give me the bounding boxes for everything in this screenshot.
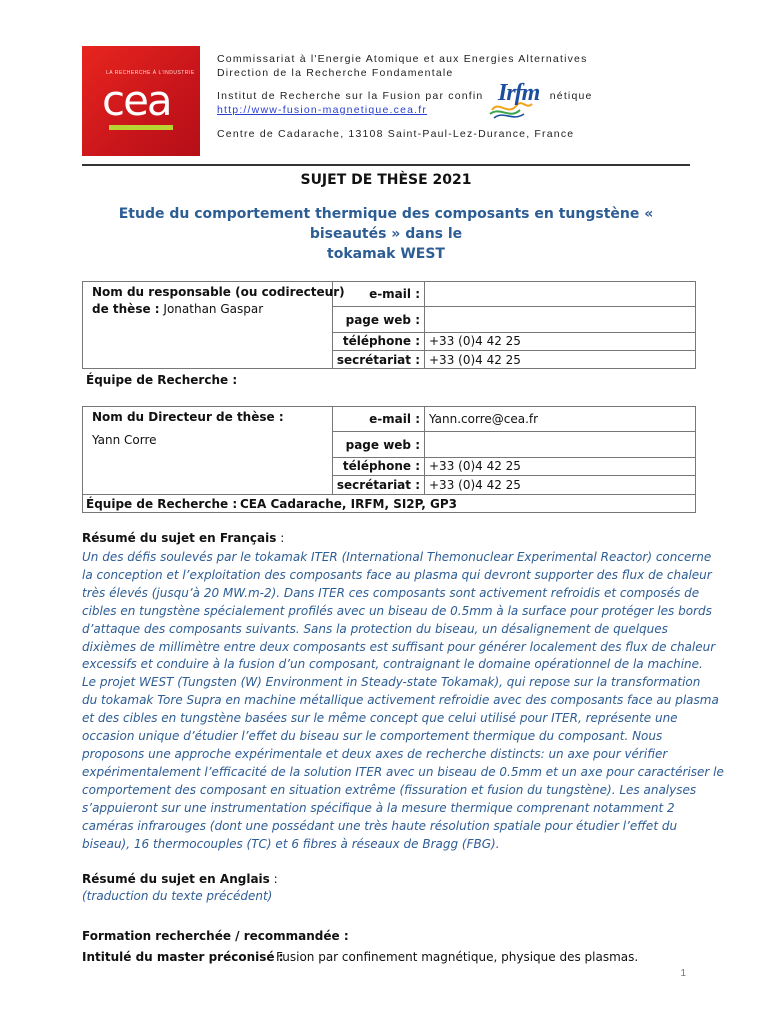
resume-fr-line: occasion unique d’étudier l’effet du biseau sur le comportement thermique du composant. Nous [82,729,663,744]
header-website-link[interactable]: http://www-fusion-magnetique.cea.fr [217,104,428,116]
header-line-direction: Direction de la Recherche Fondamentale [217,67,454,79]
responsable-phone-value: +33 (0)4 42 25 [429,334,521,348]
divider [332,350,696,351]
resume-fr-line: et des cibles en tungstène basées sur le même concept que celui utilisé pour ITER, représente une [82,711,678,726]
directeur-phone-label: téléphone : [342,459,420,473]
responsable-phone-label: téléphone : [342,334,420,348]
divider [332,306,696,307]
resume-fr-colon: : [276,531,285,545]
resume-en-label: Résumé du sujet en Anglais [82,872,270,886]
thesis-subject-title-line1: Etude du comportement thermique des composants en tungstène « biseautés » dans le [118,206,654,242]
responsable-label-cont: de thèse : [92,302,160,316]
resume-fr-line: caméras infrarouges (dont une possédant une très haute résolution spatiale pour étudier l’effet du [82,818,678,833]
master-value: Fusion par confinement magnétique, physique des plasmas. [276,950,639,964]
resume-en-heading [82,872,278,886]
resume-fr-line: dixièmes de millimètre entre deux composants est suffisant pour générer localement des flux de chaleur [82,639,716,654]
responsable-web-label: page web : [345,313,420,327]
responsable-label: Nom du responsable (ou codirecteur) [92,285,345,299]
resume-en-colon: : [269,872,278,886]
header-divider [82,164,690,166]
directeur-email-label: e-mail : [369,412,420,426]
resume-fr-line: biseau), 16 thermocouples (TC) et 6 fibres à réseaux de Bragg (FBG). [82,836,500,851]
header-institut-part1: Institut de Recherche sur la Fusion par confin [217,90,484,102]
document-title: SUJET DE THÈSE 2021 [300,172,472,188]
thesis-subject-title-line2: tokamak WEST [327,246,445,262]
directeur-web-label: page web : [345,438,420,452]
resume-fr-heading [82,531,284,545]
resume-fr-line: d’attaque des composants suivants. Sans la protection du biseau, un désalignement de quelques [82,621,668,636]
directeur-secretariat-label: secrétariat : [336,478,420,492]
directeur-phone-value: +33 (0)4 42 25 [429,459,521,473]
responsable-secretariat-value: +33 (0)4 42 25 [429,353,521,367]
divider [332,406,333,494]
irfm-logo [486,80,556,120]
resume-fr-label: Résumé du sujet en Français [82,531,277,545]
logo-wordmark: cea [102,76,171,125]
resume-fr-text [82,549,724,853]
header-address: Centre de Cadarache, 13108 Saint-Paul-Lez-Durance, France [217,128,575,140]
resume-fr-line: expérimentalement l’efficacité de la solution ITER avec un biseau de 0.5mm et un axe pour caractériser le [82,764,724,779]
resume-fr-line: cibles en tungstène spécialement profilés avec un biseau de 0.5mm à la surface pour protéger les bords [82,603,712,618]
directeur-secretariat-value: +33 (0)4 42 25 [429,478,521,492]
resume-fr-line: du tokamak Tore Supra en machine métallique activement refroidie avec des composants face au plasma [82,693,719,708]
divider [332,431,696,432]
directeur-name: Yann Corre [92,433,157,447]
divider [332,457,696,458]
irfm-wordmark: Irfm [498,80,540,106]
responsable-team-label: Équipe de Recherche : [86,373,238,387]
directeur-label: Nom du Directeur de thèse : [92,410,284,424]
divider [332,332,696,333]
header-institut-part2: nétique [549,90,593,102]
formation-label: Formation recherchée / recommandée : [82,929,349,943]
thesis-subject-title [82,204,690,264]
resume-en-text: (traduction du texte précédent) [82,889,273,903]
cea-logo [82,46,200,156]
resume-fr-line: s’appuieront sur une instrumentation spécifique à la mesure thermique comprenant notamment 2 [82,800,675,815]
resume-fr-line: Le projet WEST (Tungsten (W) Environment in Steady-state Tokamak), qui repose sur la transformation [82,675,701,690]
resume-fr-line: comportement des composant en situation extrême (fissuration et fusion du tungstène). Les analyses [82,782,697,797]
responsable-email-label: e-mail : [369,287,420,301]
responsable-name: Jonathan Gaspar [163,302,264,316]
page-number: 1 [680,968,686,979]
divider [424,281,425,369]
responsable-name-row [92,302,263,316]
header-line-commissariat: Commissariat à l'Energie Atomique et aux Energies Alternatives [217,53,588,65]
resume-fr-line: proposons une approche expérimentale et deux axes de recherche distincts: un axe pour vérifier [82,746,668,761]
directeur-team-label: Équipe de Recherche : [86,497,238,511]
divider [424,406,425,494]
logo-tagline: LA RECHERCHE À L'INDUSTRIE [106,70,195,76]
divider [332,475,696,476]
directeur-email-value[interactable]: Yann.corre@cea.fr [429,412,539,426]
directeur-team-value: CEA Cadarache, IRFM, SI2P, GP3 [240,497,457,511]
logo-accent-bar [109,125,173,130]
master-label: Intitulé du master préconisé : [82,950,284,964]
resume-fr-line: très élevés (jusqu’à 20 MW.m-2). Dans ITER ces composants sont activement refroidis et composés de [82,585,700,600]
resume-fr-line: Un des défis soulevés par le tokamak ITER (International Themonuclear Experimental Reactor) concerne [82,550,712,564]
resume-fr-line: la conception et l’exploitation des composants face au plasma qui devront supporter des flux de chaleur [82,567,712,582]
resume-fr-line: excessifs et conduire à la fusion d’un composant, contraignant le domaine opérationnel de la machine. [82,657,703,672]
divider [82,494,696,495]
responsable-secretariat-label: secrétariat : [336,353,420,367]
